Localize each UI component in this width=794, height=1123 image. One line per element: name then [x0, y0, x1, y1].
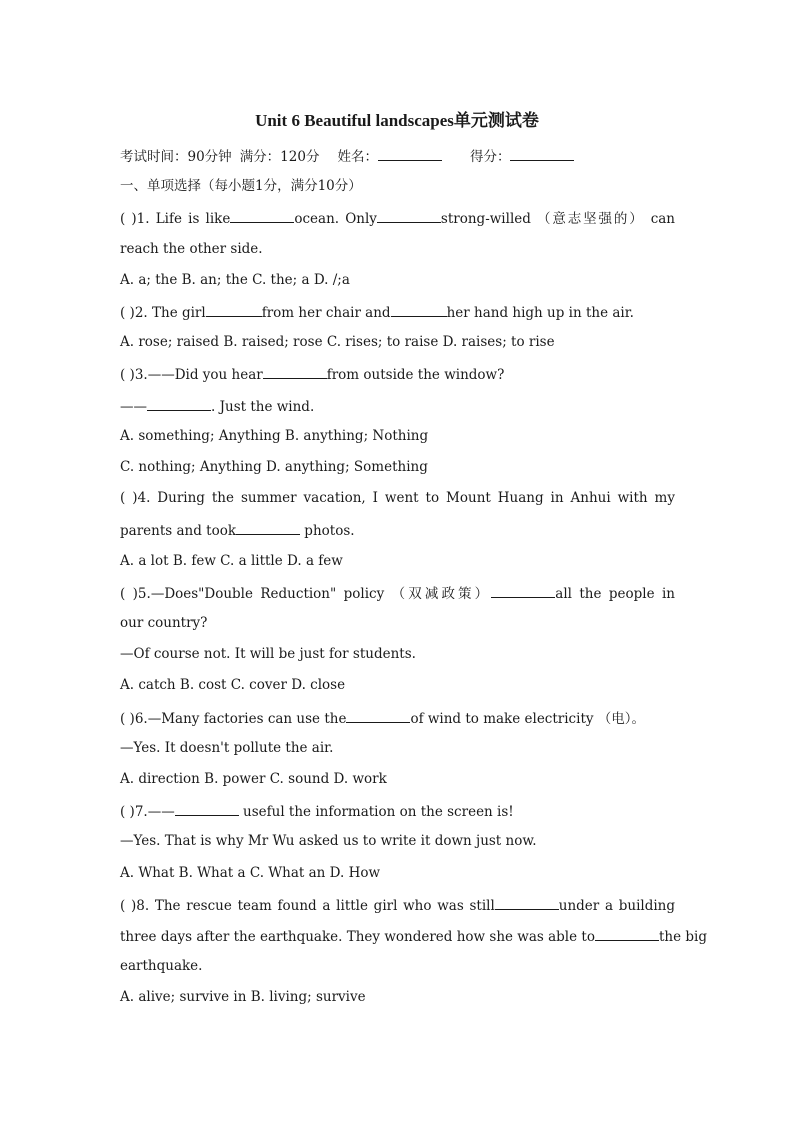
- question-3-options-1: A. something; Anything B. anything; Nothing: [120, 428, 429, 444]
- answer-blank[interactable]: [346, 708, 410, 723]
- question-6-reply: —Yes. It doesn't pollute the air.: [120, 740, 334, 756]
- answer-blank[interactable]: [263, 364, 327, 379]
- score-label: 得分：: [469, 149, 511, 165]
- question-6-options: A. direction B. power C. sound D. work: [120, 771, 387, 787]
- question-4: ( )4. During the summer vacation, I went to Mount Huang in Anhui with my: [120, 490, 675, 506]
- question-2-options: A. rose; raised B. raised; rose C. rises; to raise D. raises; to rise: [120, 334, 555, 350]
- question-1-continued: reach the other side.: [120, 241, 263, 257]
- exam-time: 考试时间：90分钟: [120, 149, 232, 165]
- answer-blank[interactable]: [206, 302, 262, 317]
- answer-blank[interactable]: [230, 208, 294, 223]
- exam-info-line: [120, 146, 675, 166]
- question-8-line-2: three days after the earthquake. They wondered how she was able to the big: [120, 926, 675, 946]
- question-8-options: A. alive; survive in B. living; survive: [120, 989, 366, 1005]
- score-blank[interactable]: [510, 146, 574, 161]
- answer-blank[interactable]: [495, 895, 559, 910]
- answer-blank[interactable]: [391, 302, 447, 317]
- question-2: ( )2. The girl from her chair and her hand high up in the air.: [120, 302, 675, 322]
- question-3-options-2: C. nothing; Anything D. anything; Something: [120, 459, 428, 475]
- answer-blank[interactable]: [147, 396, 211, 411]
- question-1: ( )1. Life is like ocean. Only strong-willed （意志坚强的） can: [120, 208, 675, 228]
- question-4-options: A. a lot B. few C. a little D. a few: [120, 553, 343, 569]
- question-3-reply: —— . Just the wind.: [120, 396, 675, 416]
- question-5-reply: —Of course not. It will be just for students.: [120, 646, 416, 662]
- question-7-options: A. What B. What a C. What an D. How: [120, 865, 381, 881]
- question-5-options: A. catch B. cost C. cover D. close: [120, 677, 346, 693]
- question-8-continued: earthquake.: [120, 958, 203, 974]
- answer-blank[interactable]: [595, 926, 659, 941]
- question-5-continued: our country?: [120, 615, 208, 631]
- page-title: Unit 6 Beautiful landscapes单元测试卷: [255, 111, 539, 130]
- question-6: ( )6.—Many factories can use the of wind to make electricity （电）。: [120, 708, 675, 728]
- question-3: ( )3.——Did you hear from outside the window?: [120, 364, 675, 384]
- question-4-continued: parents and took photos.: [120, 520, 675, 540]
- section-heading: 一、单项选择（每小题1分，满分10分）: [120, 178, 362, 194]
- answer-blank[interactable]: [236, 520, 300, 535]
- question-5: ( )5.—Does"Double Reduction" policy （双减政策） all the people in: [120, 583, 675, 603]
- full-score: 满分：120分: [239, 149, 320, 165]
- question-8: ( )8. The rescue team found a little girl who was still under a building: [120, 895, 675, 915]
- question-1-options: A. a; the B. an; the C. the; a D. /;a: [120, 272, 350, 288]
- question-7-reply: —Yes. That is why Mr Wu asked us to write it down just now.: [120, 833, 537, 849]
- answer-blank[interactable]: [175, 801, 239, 816]
- answer-blank[interactable]: [491, 583, 555, 598]
- name-label: 姓名：: [337, 149, 378, 165]
- question-7: ( )7.—— useful the information on the screen is!: [120, 801, 675, 821]
- name-blank[interactable]: [378, 146, 442, 161]
- answer-blank[interactable]: [377, 208, 441, 223]
